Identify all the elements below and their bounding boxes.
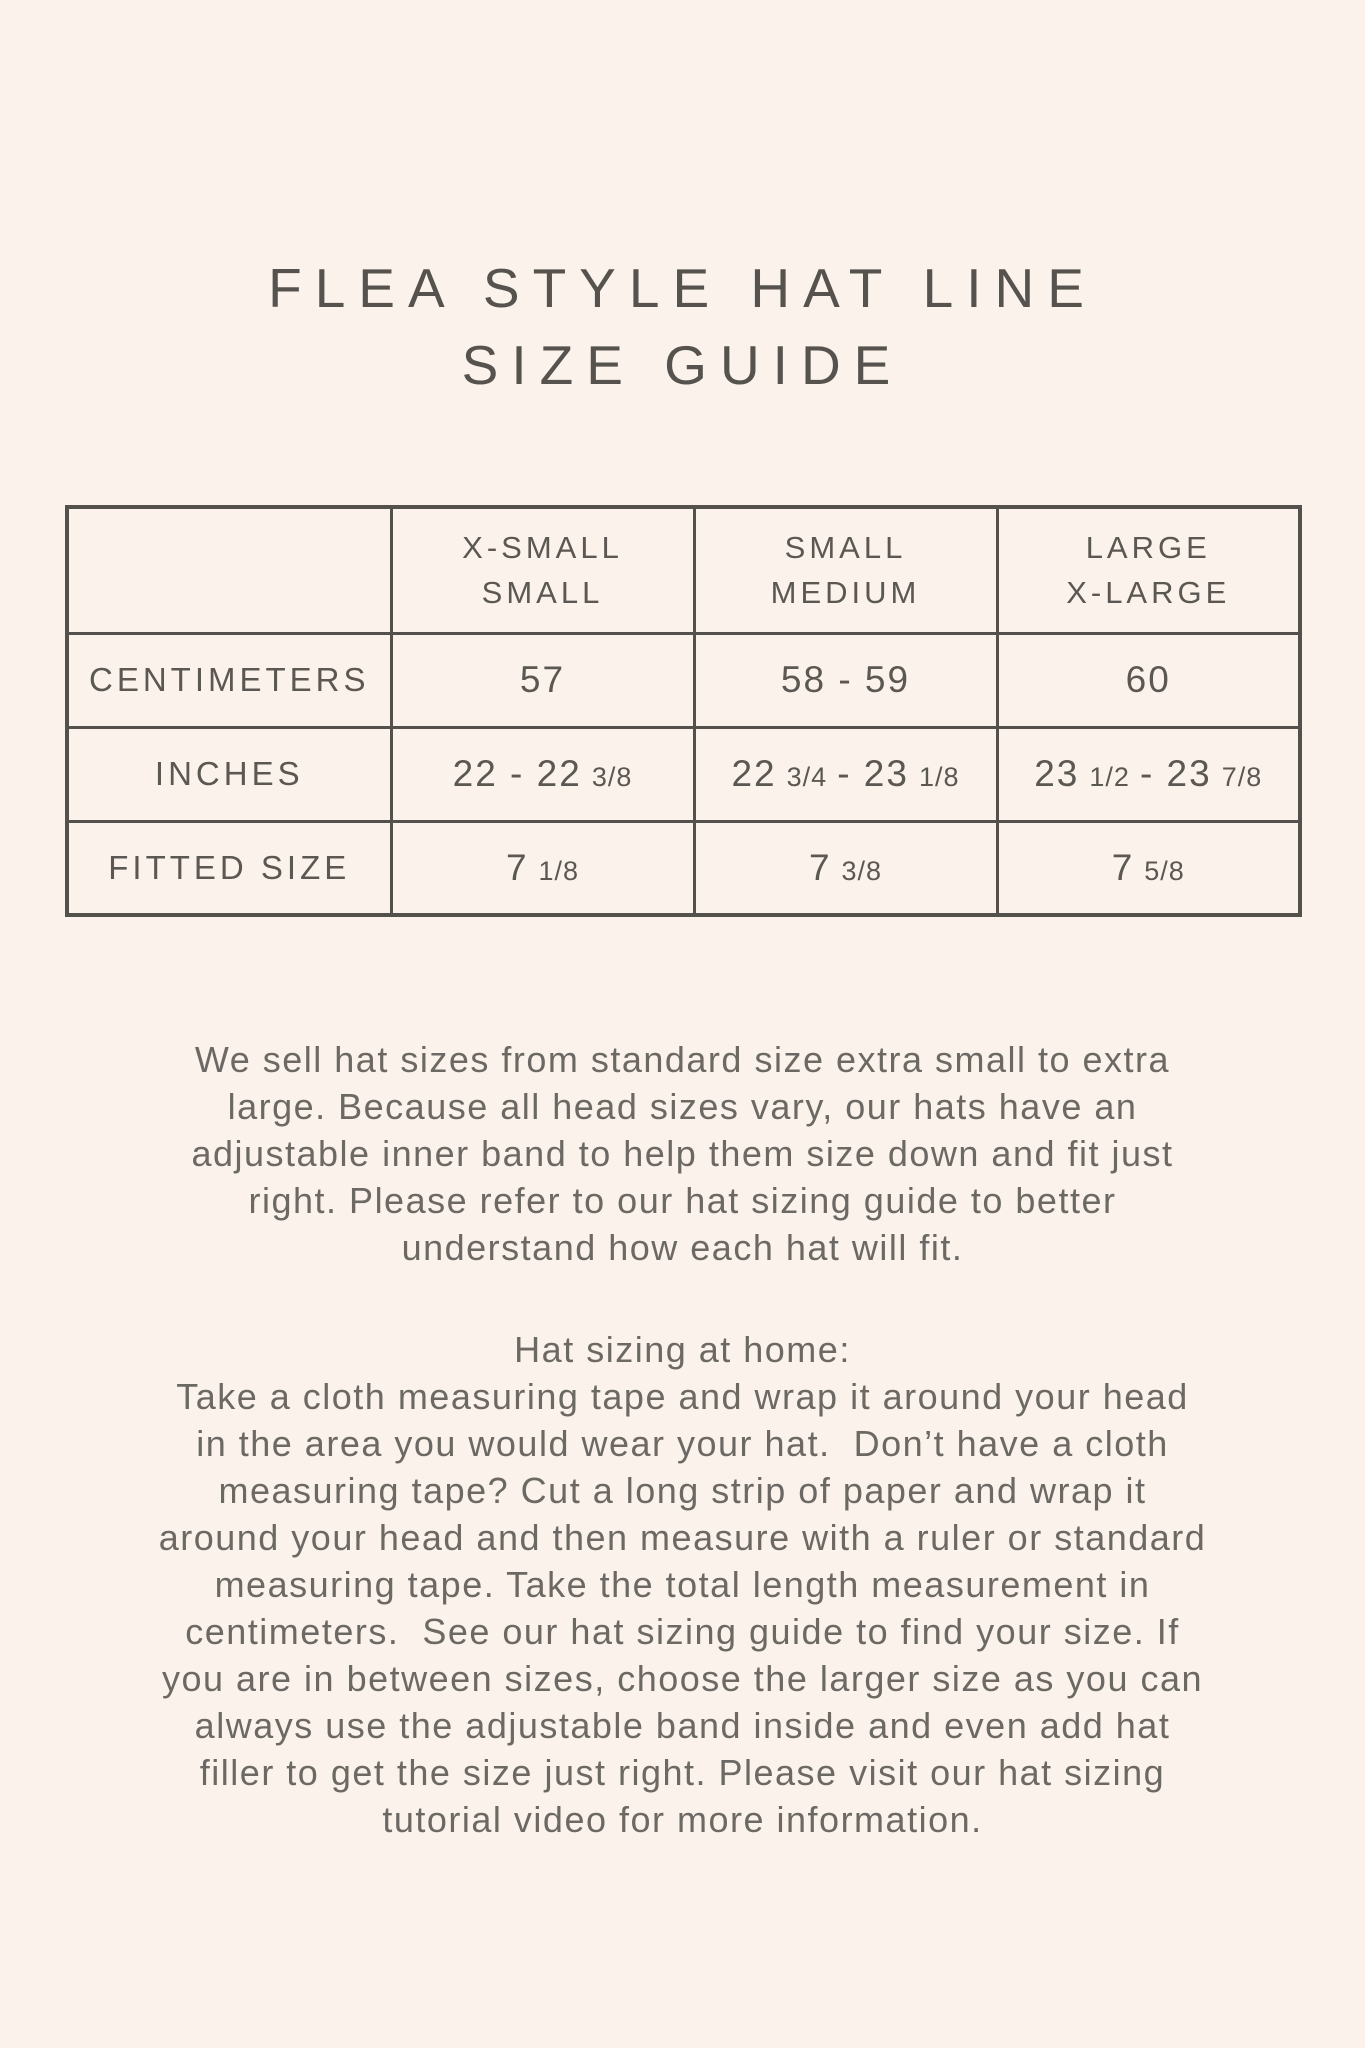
size-table-head — [67, 507, 1300, 633]
fraction-text: 1/8 — [918, 762, 960, 792]
value-cell-content — [696, 847, 996, 889]
measurement-text: - 23 — [837, 753, 909, 794]
row-label: CENTIMETERS — [67, 633, 391, 727]
fraction-text: 7/8 — [1221, 762, 1263, 792]
measurement-text: 7 — [1111, 846, 1135, 888]
size-column-header-line: SMALL — [481, 575, 604, 611]
fraction-text: 1/8 — [538, 855, 580, 886]
paragraph-line: centimeters. See our hat sizing guide to find your size. If — [185, 1611, 1180, 1652]
value-cell — [694, 821, 997, 915]
size-column-header-line: LARGE — [1085, 530, 1211, 566]
title-line-1: FLEA STYLE HAT LINE — [268, 257, 1097, 319]
size-column-header-line: MEDIUM — [770, 575, 921, 611]
measurement-text: 60 — [1125, 659, 1171, 700]
value-cell — [997, 727, 1300, 821]
title-line-2: SIZE GUIDE — [461, 334, 904, 396]
paragraph-line: large. Because all head sizes vary, our hats have an — [227, 1086, 1138, 1127]
measurement-text: 57 — [519, 659, 566, 700]
size-column-header-line: SMALL — [784, 530, 907, 566]
fraction-text: 3/8 — [591, 762, 633, 792]
value-cell — [997, 633, 1300, 727]
hat-sizing-paragraph — [0, 1326, 1365, 1843]
paragraph-line: around your head and then measure with a ruler or standard — [158, 1517, 1207, 1558]
value-cell — [391, 821, 694, 915]
fraction-text: 5/8 — [1144, 855, 1185, 886]
paragraph-line: filler to get the size just right. Please visit our hat sizing — [199, 1752, 1166, 1793]
paragraph-line: measuring tape. Take the total length measurement in — [214, 1564, 1151, 1605]
paragraph-line: We sell hat sizes from standard size extra small to extra — [194, 1039, 1171, 1080]
corner-cell — [67, 507, 391, 633]
value-cell — [694, 727, 997, 821]
value-cell — [694, 633, 997, 727]
row-label: INCHES — [67, 727, 391, 821]
page-title — [0, 250, 1365, 404]
value-cell-content — [696, 659, 996, 701]
table-row — [67, 633, 1300, 727]
value-cell-content — [999, 847, 1299, 889]
size-column-header — [997, 507, 1300, 633]
paragraph-line: always use the adjustable band inside and even add hat — [194, 1705, 1171, 1746]
size-table-body — [67, 633, 1300, 915]
measurement-text: 7 — [505, 846, 529, 888]
measurement-text: 23 — [1034, 753, 1080, 794]
intro-paragraph — [0, 1036, 1365, 1271]
measurement-text: 22 — [731, 753, 777, 794]
measurement-text: - 23 — [1139, 753, 1212, 794]
paragraph-line: you are in between sizes, choose the larger size as you can — [161, 1658, 1204, 1699]
size-column-header-line: X-SMALL — [462, 530, 623, 566]
value-cell-content — [393, 659, 693, 701]
paragraph-line: adjustable inner band to help them size down and fit just — [191, 1133, 1174, 1174]
paragraph-line: Take a cloth measuring tape and wrap it around your head — [176, 1376, 1189, 1417]
value-cell-content — [696, 753, 996, 795]
value-cell-content — [393, 753, 693, 795]
value-cell — [391, 633, 694, 727]
row-label: FITTED SIZE — [67, 821, 391, 915]
paragraph-line: understand how each hat will fit. — [401, 1227, 964, 1268]
fraction-text: 3/4 — [786, 762, 828, 792]
measurement-text: 58 - 59 — [780, 659, 911, 700]
paragraph-line: measuring tape? Cut a long strip of paper and wrap it — [218, 1470, 1147, 1511]
size-table — [65, 505, 1302, 917]
size-table-header-row — [67, 507, 1300, 633]
paragraph-line: tutorial video for more information. — [382, 1799, 983, 1840]
table-row — [67, 821, 1300, 915]
value-cell — [391, 727, 694, 821]
measurement-text: 7 — [808, 846, 832, 888]
size-column-header-line: X-LARGE — [1066, 575, 1231, 611]
fraction-text: 3/8 — [841, 855, 883, 886]
value-cell-content — [393, 847, 693, 889]
value-cell — [997, 821, 1300, 915]
measurement-text: 22 - 22 — [452, 753, 582, 794]
size-column-header — [391, 507, 694, 633]
value-cell-content — [999, 659, 1299, 701]
fraction-text: 1/2 — [1089, 762, 1130, 792]
size-column-header — [694, 507, 997, 633]
paragraph-line: Hat sizing at home: — [514, 1329, 851, 1370]
value-cell-content — [999, 753, 1299, 795]
paragraph-line: right. Please refer to our hat sizing guide to better — [248, 1180, 1117, 1221]
paragraph-line: in the area you would wear your hat. Don’t have a cloth — [196, 1423, 1169, 1464]
table-row — [67, 727, 1300, 821]
